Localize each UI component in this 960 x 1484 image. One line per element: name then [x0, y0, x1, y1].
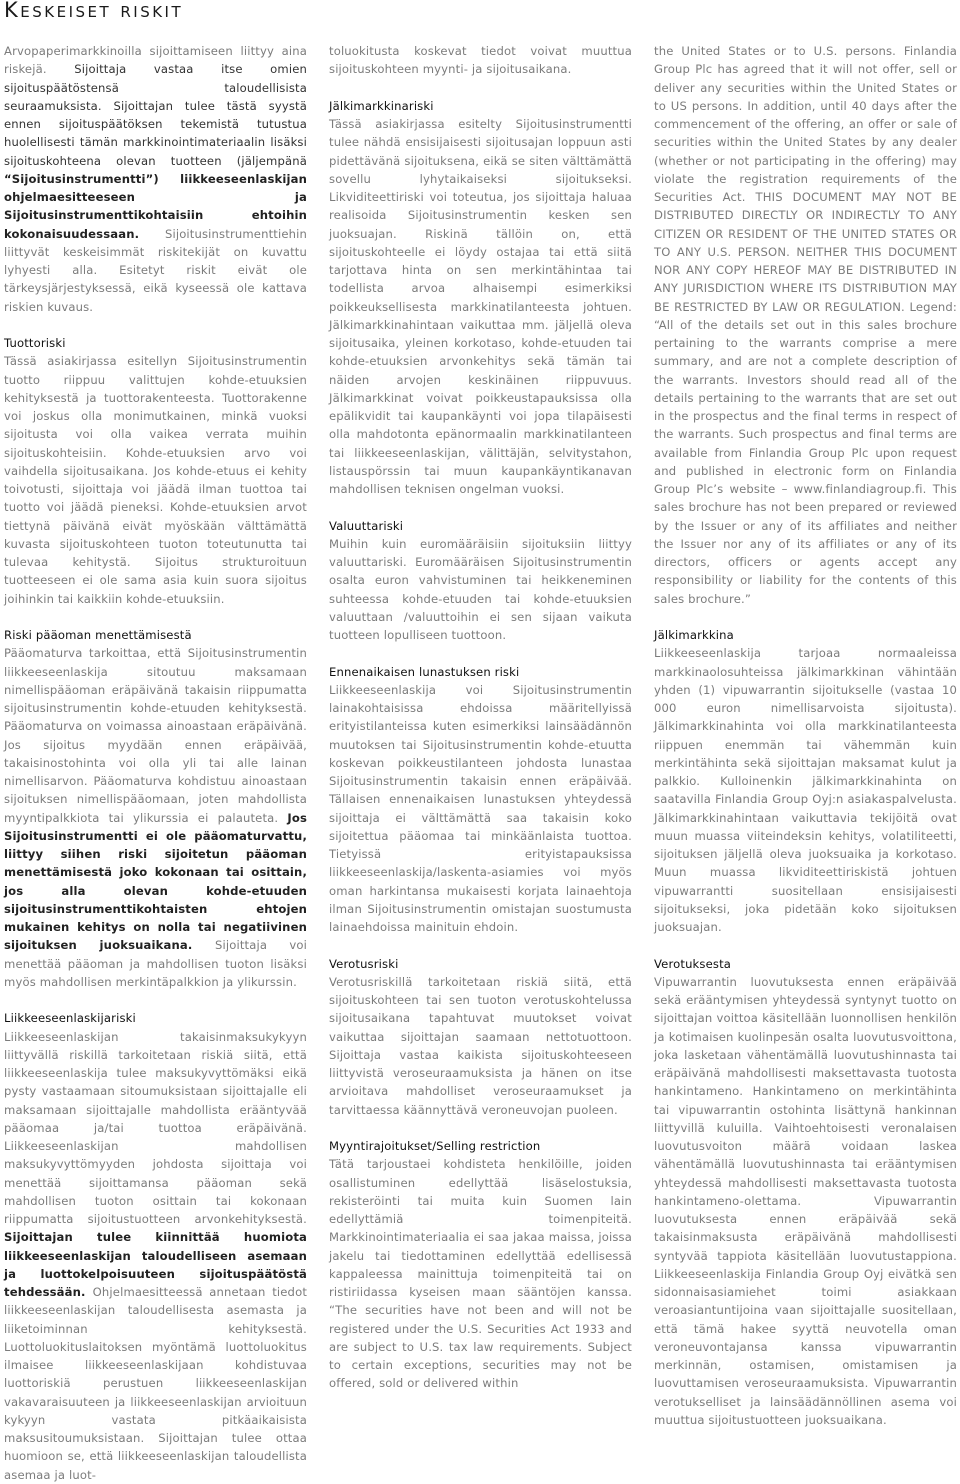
- section-heading: Riski pääoman menettämisestä: [4, 628, 192, 642]
- body-paragraph: [4, 42, 307, 316]
- paragraph-spacer: [4, 608, 307, 626]
- body-paragraph: [4, 1028, 307, 1484]
- body-paragraph: [329, 1155, 632, 1392]
- paragraph-spacer: [329, 79, 632, 97]
- body-paragraph: [329, 535, 632, 645]
- text-run: Liikkeeseenlaskijan takaisinmaksukykyyn liittyvällä riskillä tarkoitetaan riskiä siitä, että liikkeeseenlaskija tulee maksukyvyttömäksi eikä pysty vastaamaan sitoumuksistaan sijoittajalle eli maksamaan sijoittajalle mahdollista erääntyvää pääomaa ja/tai tuottoa eräpäivänä. Liikkeeseenlaskijan mahdollisen maksukyvyttömyyden johdosta sijoittaja voi menettää sijoittamansa pääoman sekä mahdollisen tuoton osittain tai kokonaan riippumatta sijoitustuotteen arvonkehityksestä.: [4, 1029, 307, 1226]
- paragraph-spacer: [329, 1119, 632, 1137]
- section-heading: Myyntirajoitukset/Selling restriction: [329, 1139, 541, 1153]
- section-heading: Ennenaikaisen lunastuksen riski: [329, 664, 520, 679]
- text-run: Muihin kuin euromääräisiin sijoituksiin liittyy valuuttariski. Euromääräisen Sijoitusinstrumentin osalta euron vahvistuminen tai heikkeneminen suhteessa kohde-etuuden tai kohde-etuuksien valuuttaan /valuuttoihin ei sen sijaan vaikuta tuotteen lopulliseen tuottoon.: [329, 536, 632, 642]
- body-paragraph: [329, 681, 632, 937]
- text-run: Tässä asiakirjassa esitellyn Sijoitusinstrumentin tuotto riippuu valittujen kohde-etuuksien kehityksestä ja tuottorakenteesta. Tuottorakenne voi joskus olla monimutkainen, minkä vuoksi sijoitusta voi olla vaikea verrata muihin sijoituskohteisiin. Kohde-etuuksien arvo voi vaihdella sijoitusaikana. Jos kohde-etuus ei kehity toivotusti, sijoittaja voi jäädä ilman tuottoa tai tuotto voi jäädä pieneksi. Kohde-etuuksien arvot tiettynä päivänä eivät myöskään välttämättä kuvasta sijoituskohteen tuoton toteutunutta tai tulevaa kehitystä. Sijoitus strukturoituun tuotteeseen ei ole sama asia kuin suora sijoitus joihinkin tai kaikkiin kohde-etuuksiin.: [4, 354, 307, 606]
- section-heading: Jälkimarkkina: [654, 628, 734, 642]
- body-paragraph: [4, 644, 307, 991]
- body-paragraph: [654, 42, 957, 608]
- text-column-3: [654, 42, 957, 1429]
- text-column-2: [329, 42, 632, 1393]
- text-run: Sijoittajan tulee kiinnittää huomiota liikkeeseenlaskijan taloudelliseen asemaan ja luottokelpoisuuteen sijoituspäätöstä tehdessään.: [4, 1230, 307, 1299]
- paragraph-spacer: [4, 316, 307, 334]
- section-heading: Tuottoriski: [4, 336, 66, 350]
- paragraph-spacer: [654, 608, 957, 626]
- body-paragraph: [4, 352, 307, 608]
- paragraph-spacer: [329, 936, 632, 954]
- text-run: toluokitusta koskevat tiedot voivat muuttua sijoituskohteen myynti- ja sijoitusaikana.: [329, 44, 632, 77]
- text-run: Jos Sijoitusinstrumentti ei ole pääomaturvattu, liittyy siihen riski sijoitetun pääoman menettämisestä joko kokonaan tai osittain, jos alla olevan kohde-etuuden sijoitusinstrumenttikohtaisten ehtojen mukainen kehitys on nolla tai negatiivinen sijoituksen juoksuaikana.: [4, 810, 307, 953]
- body-paragraph: [654, 973, 957, 1429]
- body-paragraph: [654, 644, 957, 936]
- paragraph-spacer: [329, 498, 632, 516]
- text-run: Verotusriskillä tarkoitetaan riskiä siitä, että sijoituskohteen tai sen tuoton verotuskohtelussa sijoitusaikana tapahtuvat muutokset voivat vaikuttaa sijoittajan saamaan nettotuottoon. Sijoittaja vastaa kaikista sijoituskohteeseen liittyvistä veroseuraamuksista ja hänen on itse arvioitava mahdolliset veroseuraamukset ja tarvittaessa käännyttävä veroneuvojan puoleen.: [329, 974, 632, 1117]
- paragraph-spacer: [654, 936, 957, 954]
- section-heading: Verotuksesta: [654, 956, 732, 971]
- text-run: Sijoittaja vastaa itse omien sijoituspäätöstensä taloudellisista seuraamuksista. Sijoittajan tulee tästä syystä ennen sijoituspäätöksen tekemistä tutustua huolellisesti tämän markkinointimateriaalin lisäksi sijoituskohteena olevan tuotteen (jäljempänä: [4, 62, 307, 168]
- text-run: “Sijoitusinstrumentti”) liikkeeseenlaskijan ohjelmaesitteeseen ja Sijoitusinstrumenttikohtaisiin ehtoihin kokonaisuudessaan.: [4, 171, 307, 241]
- paragraph-spacer: [329, 644, 632, 662]
- body-paragraph: [329, 115, 632, 498]
- text-run: the United States or to U.S. persons. Finlandia Group Plc has agreed that it will not offer, sell or deliver any securities within the United States or to US persons. In addition, until 40 days after the commencement of the offering, an offer or sale of securities within the United States by any dealer (whether or not participating in the offering) may violate the registration requirements of the Securities Act. THIS DOCUMENT MAY NOT BE DISTRIBUTED DIRECTLY OR INDIRECTLY TO ANY CITIZEN OR RESIDENT OF THE UNITED STATES OR TO ANY U.S. PERSON. NEITHER THIS DOCUMENT NOR ANY COPY HEREOF MAY BE DISTRIBUTED IN ANY JURISDICTION WHERE ITS DISTRIBUTION MAY BE RESTRICTED BY LAW OR REGULATION. Legend: “All of the details set out in this sales brochure pertaining to the warrants comprise a mere summary, and are not a complete description of the warrants. Investors should read all of the details pertaining to the warrants that are set out in the prospectus and the final terms in respect of the warrants. Such prospectus and final terms are available from Finlandia Group Plc upon request and published in electronic form on Finlandia Group Plc’s website – www.finlandiagroup.fi. This sales brochure has not been prepared or reviewed by the Issuer or any of its affiliates and neither the Issuer nor any of its affiliates or any of its directors, officers or agents accept any responsibility or liability for the contents of this sales brochure.”: [654, 44, 957, 606]
- text-run: Vipuwarrantin luovutuksesta ennen eräpäivää sekä erääntymisen yhteydessä syntynyt tuotto on sijoittajan voittoa käsitellään luonnollisen henkilön ja kotimaisen kuolinpesän osalta luovutusvoittona, joka lasketaan vähentämällä luovutushinnasta tai eräpäivänä mahdollisesti maksettavasta tuotosta hankintameno. Hankintameno on merkintähinta tai vipuwarrantin ostohinta lisättynä hankinnan liittyvillä kuluilla. Vaihtoehtoisesti veronalaisen luovutusvoiton määrä voidaan laskea vähentämällä luovutushinnasta tai erääntymisen yhteydessä mahdollisesti maksettavasta tuotosta hankintameno-olettama. Vipuwarrantin luovutuksesta ennen eräpäivää sekä takaisinmaksusta eräpäivänä mahdollisesti syntyvää tappiota käsitellään luovutustappiona. Liikkeeseenlaskija Finlandia Group Oyj eivätkä sen sidonnaisasiamiehet toimi asiakkaan veroasiantuntijoina vaan sijoittajalle suositellaan, että tämä hakee syyttä neuvotella oman veroneuvontajansa kanssa vipuwarrantin merkinnän, ostamisen, omistamisen ja luovuttamisen veroseuraamuksista. Vipuwarrantin verotukselliset ja lainsäädännöllinen asema voi muuttua sijoitustuotteen juoksuaikana.: [654, 974, 957, 1427]
- section-heading: Liikkeeseenlaskijariski: [4, 1011, 136, 1026]
- paragraph-spacer: [4, 991, 307, 1009]
- text-run: Arvopaperimarkkinoilla sijoittamiseen liittyy aina riskejä.: [4, 44, 307, 77]
- text-run: Tätä tarjoustaei kohdisteta henkilöille, joiden osallistuminen edellyttää lisäselostuksia, rekisteröinti tai muita kuin Suomen lain edellyttämiä toimenpiteitä. Markkinointimateriaalia ei saa jakaa maissa, joissa jakelu tai tiedottaminen edellyttää edellisessä kappaleessa mainittuja toimenpiteitä tai on ristiriidassa kyseisen maan sääntöjen kanssa. “The securities have not been and will not be registered under the U.S. Securities Act 1933 and are subject to U.S. tax law requirements. Subject to certain exceptions, securities may not be offered, sold or delivered within: [329, 1157, 632, 1391]
- text-run: Ohjelmaesitteessä annetaan tiedot liikkeeseenlaskijan taloudellisesta asemasta ja liiketoiminnan kehityksestä. Luottoluokituslaitoksen myöntämä luottoluokitus ilmaisee liikkeeseenlaskijaan kohdistuvaa luottoriskiä perustuen liikkeeseenlaskijan vakavaraisuuteen ja liikkeeseenlaskijan arvioituun kykyyn vastata pitkäaikaisista maksusitoumuksistaan. Sijoittajan tulee ottaa huomioon se, että liikkeeseenlaskijan taloudellista asemaa ja luot-: [4, 1285, 308, 1482]
- section-heading: Verotusriski: [329, 956, 399, 971]
- body-paragraph: [329, 42, 632, 79]
- section-heading: Valuuttariski: [329, 518, 404, 533]
- text-run: Pääomaturva tarkoittaa, että Sijoitusinstrumentin liikkeeseenlaskija sitoutuu maksamaan nimellispääoman eräpäivänä takaisin riippumatta sijoitusinstrumentin kohde-etuuden kehityksestä. Pääomaturva on voimassa ainoastaan eräpäivänä. Jos sijoitus myydään ennen eräpäivää, takaisinostohinta voi olla yli tai alle lainan nimellisarvon. Pääomaturva kohdistuu ainoastaan sijoituksen nimellispääomaan, joten mahdollista myyntipalkkiota tai ylikurssia ei palauteta.: [4, 646, 307, 825]
- page-title: Keskeiset riskit: [4, 0, 184, 22]
- text-run: Sijoittaja voi menettää pääoman ja mahdollisen tuoton lisäksi myös mahdollisen merkintäpalkkion ja ylikurssin.: [4, 938, 307, 989]
- body-paragraph: [329, 973, 632, 1119]
- text-run: Liikkeeseenlaskija voi Sijoitusinstrumentin lainakohtaisissa ehdoissa määritellyissä erityistilanteissa kuten esimerkiksi lainsäädännön muutoksen tai Sijoitusinstrumentin kohde-etuutta koskevan poikkeustilanteen johdosta lunastaa Sijoitusinstrumentin takaisin ennen eräpäivää. Tällaisen ennenaikaisen lunastuksen yhteydessä sijoittaja ei välttämättä saa takaisin koko sijoitettua pääomaa tai minkäänlaista tuottoa. Tietyissä erityistapauksissa liikkeeseenlaskija/laskenta-asiamies voi myös oman harkintansa mukaisesti korjata lainaehtoja ilman Sijoitusinstrumentin omistajan suostumusta lainaehdoissa mainituin ehdoin.: [329, 682, 632, 934]
- text-run: Sijoitusinstrumenttiehin liittyvät keskeisimmät riskitekijät on kuvattu lyhyesti alla. Esitetyt riskit eivät ole tärkeysjärjestyksessä, eikä kyseessä ole kattava riskien kuvaus.: [4, 226, 307, 314]
- text-run: Liikkeeseenlaskija tarjoaa normaaleissa markkinaolosuhteissa jälkimarkkinan vähintään yhden (1) vipuwarrantin sijoitukselle (vastaa 10 000 euron nimellisarvoista sijoitusta). Jälkimarkkinahinta voi olla markkinatilanteesta riippuen enemmän tai vähemmän kuin merkintähinta sekä sijoittajan maksamat kulut ja palkkio. Kulloinenkin jälkimarkkinahinta on saatavilla Finlandia Group Oyj:n asiakaspalvelusta. Jälkimarkkinahintaan vaikuttavia tekijöitä ovat muun muassa viiteindeksin kehitys, volatiliteetti, sijoituksen jäljellä oleva juoksuaika ja korkotaso. Muun muassa likviditeettiriskistä johtuen vipuwarrantti suositellaan ensisijaisesti sijoitukseksi, joka pidetään koko sijoituksen juoksuajan.: [654, 646, 957, 934]
- section-heading: Jälkimarkkinariski: [329, 98, 434, 113]
- text-run: Tässä asiakirjassa esitelty Sijoitusinstrumentti tulee nähdä ensisijaisesti sijoitusajan loppuun asti pidettävänä sijoituksena, eikä se siten välttämättä sovellu lyhytaikaiseksi sijoitukseksi. Likviditeettiriski voi toteutua, jos sijoittaja haluaa realisoida Sijoitusinstrumentin kesken sen juoksuajan. Riskinä tällöin on, että sijoituskohteelle ei löydy ostajaa tai että siitä tarjottava hinta on sen merkintähintaa tai todellista arvoa alhaisempi esimerkiksi poikkeuksellisesta markkinatilanteesta johtuen. Jälkimarkkinahintaan vaikuttaa mm. jäljellä oleva sijoitusaika, yleinen korkotaso, kohde-etuuden tai kohde-etuuksien arvonkehitys sekä tämän tai näiden arvojen keskinäinen riippuvuus. Jälkimarkkinat voivat poikkeustapauksissa olla epälikvidit tai kaupankäynti voi jopa tilapäisesti olla mahdotonta epänormaalin markkinatilanteen tai liikkeeseenlaskijan, välittäjän, selvitystahon, listauspörssin tai muun kaupankäyntikanavan mahdollisen teknisen ongelman vuoksi.: [329, 117, 632, 496]
- text-column-1: [4, 42, 307, 1484]
